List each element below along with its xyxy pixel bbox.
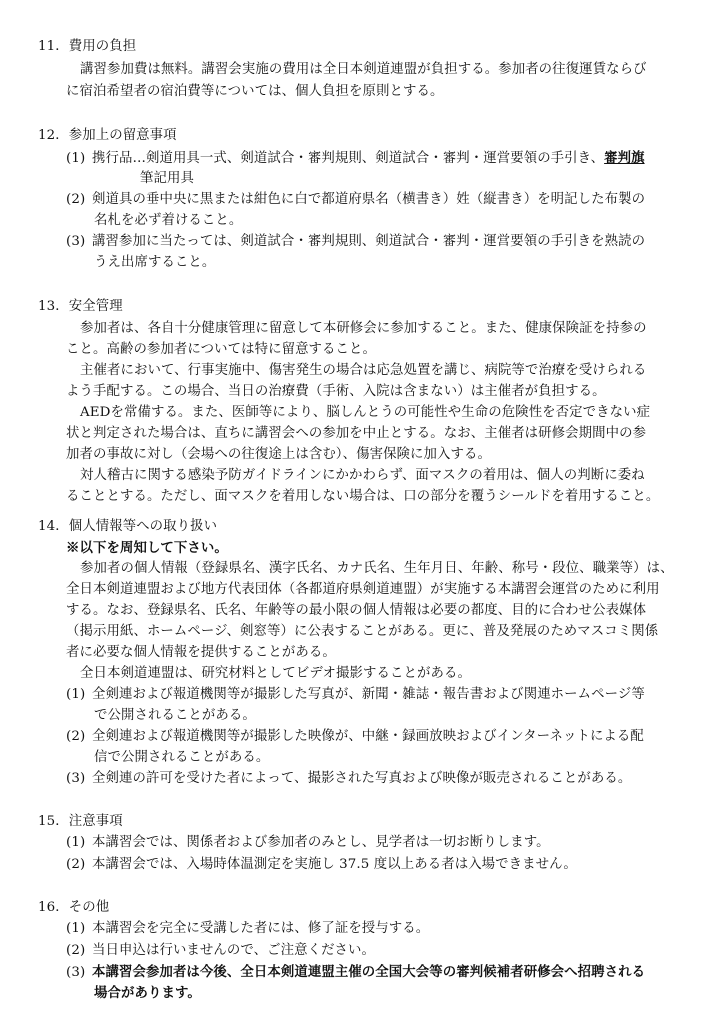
section-14-line: する。なお、登録県名、氏名、年齢等の最小限の個人情報は必要の都度、目的に合わせ公表媒体 <box>66 603 647 618</box>
section-14-item-3 <box>66 769 631 789</box>
section-15-heading: 15．注意事項 <box>38 814 123 829</box>
item-number: (2) <box>66 192 86 207</box>
section-14-item-2 <box>66 727 644 747</box>
item-number: (2) <box>66 729 86 744</box>
item-text: 当日申込は行いませんので、ご注意ください。 <box>92 943 376 958</box>
item-text: 本講習会では、入場時体温測定を実施し 37.5 度以上ある者は入場できません。 <box>92 857 577 872</box>
section-13-heading: 13．安全管理 <box>38 299 123 314</box>
item-number: (3) <box>66 771 86 786</box>
item-text: 本講習会参加者は今後、全日本剣道連盟主催の全国大会等の審判候補者研修会へ招聘される <box>92 964 646 980</box>
item-text: 本講習会を完全に受講した者には、修了証を授与する。 <box>92 921 430 936</box>
item-text-emphasis: 審判旗 <box>604 150 645 166</box>
section-16-item-3 <box>66 962 645 983</box>
section-16-item-3-cont: 場合があります。 <box>94 985 201 1001</box>
section-12-item-2 <box>66 190 645 210</box>
section-12-heading: 12．参加上の留意事項 <box>38 128 177 143</box>
item-number: (2) <box>66 857 86 872</box>
section-14-line: 全日本剣道連盟は、研究材料としてビデオ撮影することがある。 <box>80 666 471 681</box>
item-number: (3) <box>66 234 86 249</box>
section-12-item-2-cont: 名札を必ず着けること。 <box>94 213 243 228</box>
item-text: 携行品…剣道用具一式、剣道試合・審判規則、剣道試合・審判・運営要領の手引き、 <box>92 151 605 166</box>
section-15-item-1 <box>66 833 550 853</box>
item-text: 全剣連の許可を受けた者によって、撮影された写真および映像が販売されることがある。 <box>92 771 632 786</box>
section-14-item-1-cont: で公開されることがある。 <box>94 708 256 723</box>
section-14-line: （掲示用紙、ホームページ、剣窓等）に公表することがある。更に、普及発展のためマスコミ関係 <box>66 624 659 639</box>
section-16-item-1 <box>66 919 429 939</box>
section-13-line: 加者の事故に対し（会場への往復途上は含む）、傷害保険に加入する。 <box>66 447 491 462</box>
section-14-line: 全日本剣道連盟および地方代表団体（各都道府県剣道連盟）が実施する本講習会運営のために利用 <box>66 582 660 597</box>
item-number: (2) <box>66 943 86 958</box>
section-14-notice: ※以下を周知して下さい。 <box>66 540 228 556</box>
item-text: 全剣連および報道機関等が撮影した映像が、中継・録画放映およびインターネットによる配 <box>92 729 644 744</box>
section-14-item-2-cont: 信で公開されることがある。 <box>94 750 270 765</box>
item-number: (1) <box>66 151 86 166</box>
section-12-item-3-cont: うえ出席すること。 <box>94 255 216 270</box>
section-13-line: 状と判定された場合は、直ちに講習会への参加を中止とする。なお、主催者は研修会期間中の参 <box>66 426 647 441</box>
section-13-line: 参加者は、各自十分健康管理に留意して本研修会に参加すること。また、健康保険証を持参の <box>80 321 647 336</box>
section-14-line: 参加者の個人情報（登録県名、漢字氏名、カナ氏名、生年月日、年齢、称号・段位、職業等）は、 <box>80 561 674 576</box>
item-number: (1) <box>66 921 86 936</box>
section-14-item-1 <box>66 685 645 705</box>
section-13-line: ることとする。ただし、面マスクを着用しない場合は、口の部分を覆うシールドを着用すること。 <box>66 489 660 504</box>
section-16-item-2 <box>66 941 375 961</box>
section-15-item-2 <box>66 855 577 875</box>
item-number: (1) <box>66 835 86 850</box>
section-13-line: 対人稽古に関する感染予防ガイドラインにかかわらず、面マスクの着用は、個人の判断に委ね <box>80 468 645 483</box>
section-11-heading: 11．費用の負担 <box>38 39 137 54</box>
item-number: (3) <box>66 965 86 980</box>
section-12-item-1 <box>66 148 645 169</box>
section-12-item-3 <box>66 232 645 252</box>
item-number: (1) <box>66 687 86 702</box>
item-text: 本講習会では、関係者および参加者のみとし、見学者は一切お断りします。 <box>92 835 550 850</box>
section-13-line: よう手配する。この場合、当日の治療費（手術、入院は含まない）は主催者が負担する。 <box>66 384 606 399</box>
item-text: 講習参加に当たっては、剣道試合・審判規則、剣道試合・審判・運営要領の手引きを熟読の <box>92 234 646 249</box>
section-14-heading: 14．個人情報等への取り扱い <box>38 519 218 534</box>
section-14-line: 者に必要な個人情報を提供することがある。 <box>66 645 336 660</box>
section-11-line: に宿泊希望者の宿泊費等については、個人負担を原則とする。 <box>66 84 444 99</box>
section-13-line: こと。高齢の参加者については特に留意すること。 <box>66 342 377 357</box>
item-text: 全剣連および報道機関等が撮影した写真が、新聞・雑誌・報告書および関連ホームページ等 <box>92 687 645 702</box>
section-16-heading: 16．その他 <box>38 900 110 915</box>
section-12-item-1-cont: 筆記用具 <box>140 171 194 186</box>
section-13-line: 主催者において、行事実施中、傷害発生の場合は応急処置を講じ、病院等で治療を受けられる <box>80 363 647 378</box>
item-text: 剣道具の垂中央に黒または紺色に白で都道府県名（横書き）姓（縦書き）を明記した布製の <box>92 192 646 207</box>
section-11-line: 講習参加費は無料。講習会実施の費用は全日本剣道連盟が負担する。参加者の往復運賃ならび <box>80 62 647 77</box>
section-13-line: AEDを常備する。また、医師等により、脳しんとうの可能性や生命の危険性を否定できない症 <box>80 405 651 420</box>
